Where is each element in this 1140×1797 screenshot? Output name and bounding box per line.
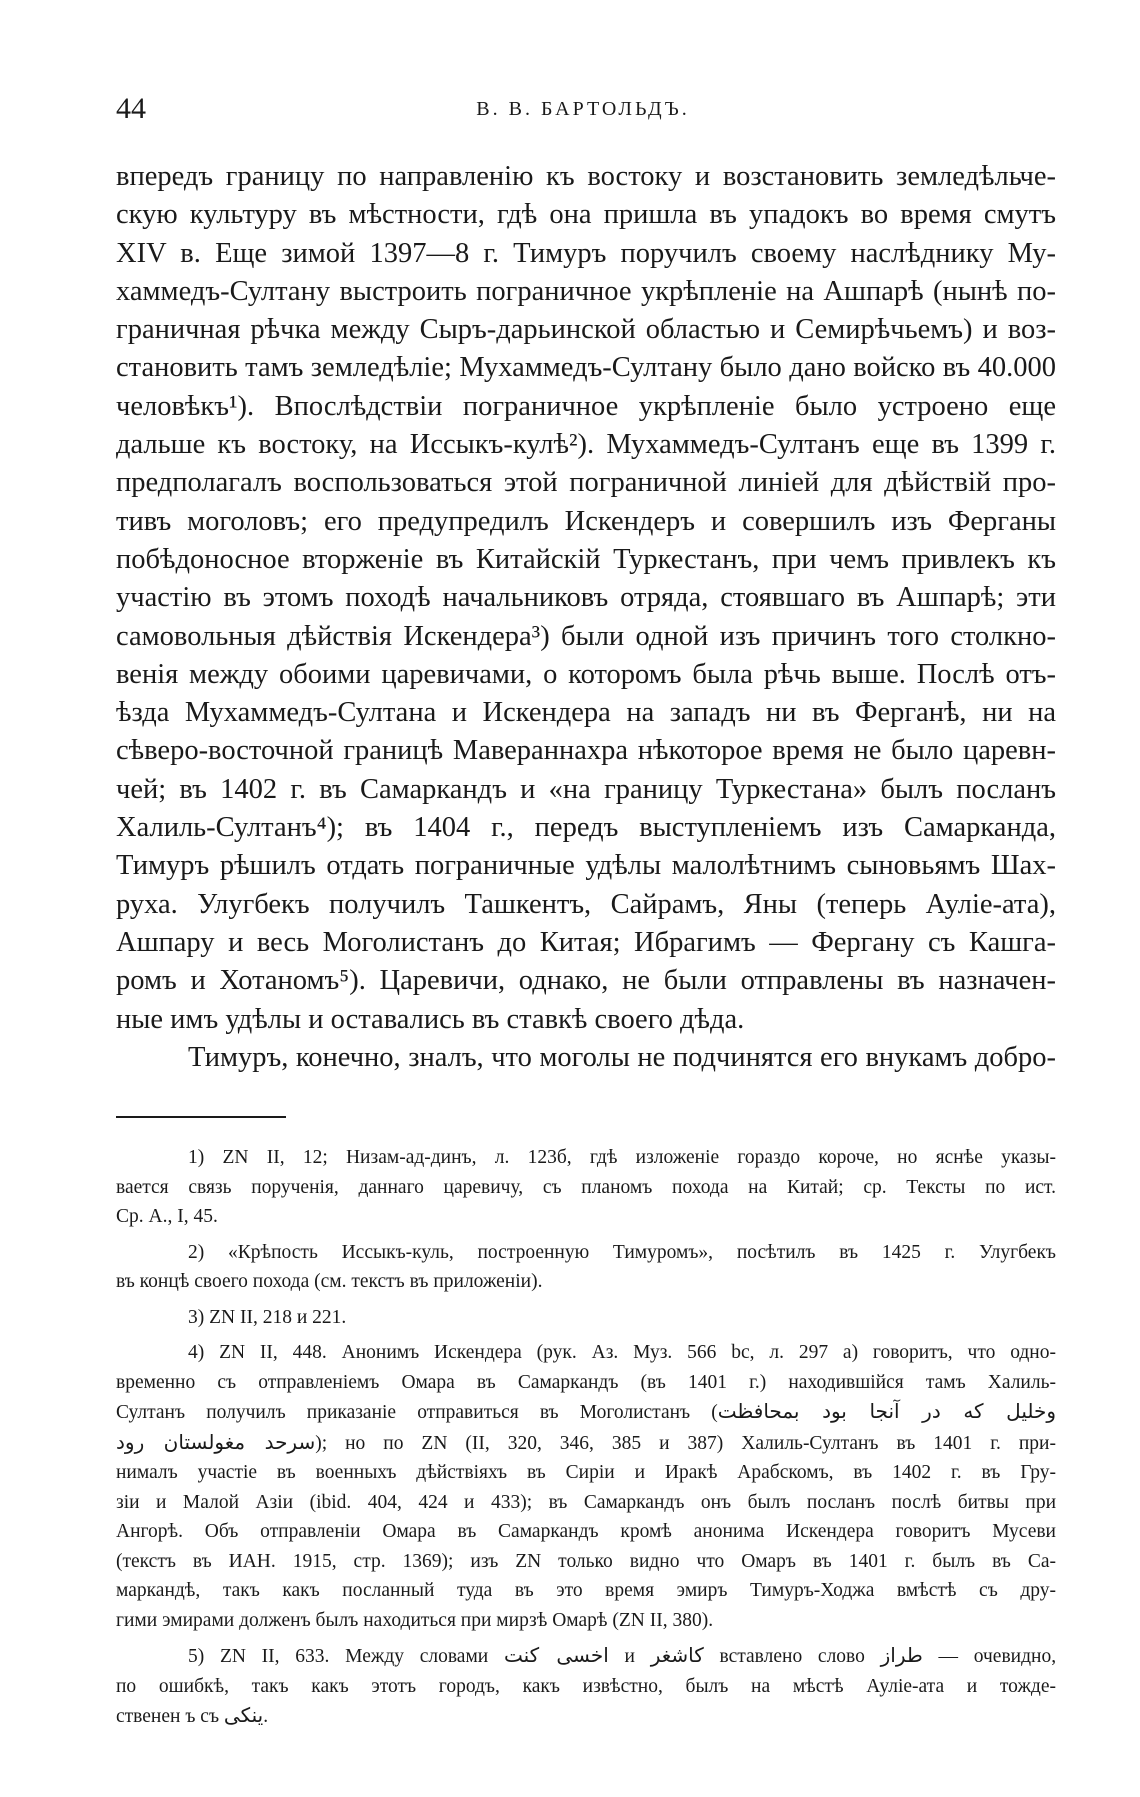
footnote-1-cont: вается связь порученія, даннаго царевичу, съ планомъ похода на Китай; ср. Тексты по ист. [116, 1176, 1056, 1198]
text-line: тивъ моголовъ; его предупредилъ Искендеръ и совершилъ изъ Ферганы [116, 505, 1056, 537]
text-line: человѣкъ¹). Впослѣдствіи пограничное укрѣпленіе было устроено еще [116, 390, 1056, 422]
footnote-3: 3) ZN II, 218 и 221. [188, 1306, 347, 1328]
text-line: сѣверо-восточной границѣ Мавераннахра нѣкоторое время не было царевн- [116, 735, 1056, 767]
arabic-word: طراز [880, 1643, 923, 1667]
text-line: чей; въ 1402 г. въ Самаркандъ и «на границу Туркестана» былъ посланъ [116, 773, 1056, 805]
text-line: ромъ и Хотаномъ⁵). Царевичи, однако, не были отправлены въ назначен- [116, 965, 1056, 997]
footnote-2: 2) «Крѣпость Иссыкъ-куль, построенную Тимуромъ», посѣтилъ въ 1425 г. Улугбекъ [188, 1241, 1056, 1263]
footnote-2-cont: въ концѣ своего похода (см. текстъ въ приложеніи). [116, 1271, 543, 1292]
footnote-4-cont: нималъ участіе въ военныхъ дѣйствіяхъ въ Сиріи и Иракѣ Арабскомъ, въ 1402 г. въ Гру- [116, 1462, 1056, 1483]
footnote-4-cont: Ангорѣ. Объ отправленіи Омара въ Самаркандъ кромѣ анонима Искендера говоритъ Мусеви [116, 1521, 1056, 1542]
text-line: венія между обоими царевичами, о которомъ была рѣчь выше. Послѣ отъ- [116, 658, 1056, 690]
footnote-4-cont: маркандѣ, такъ какъ посланный туда въ это время эмиръ Тимуръ-Ходжа вмѣстѣ съ дру- [116, 1580, 1056, 1601]
footnote-4-cont [116, 1397, 1056, 1428]
text-line: дальше къ востоку, на Иссыкъ-кулѣ²). Мухаммедъ-Султанъ еще въ 1399 г. [116, 429, 1056, 461]
footnote-5-text: и [624, 1646, 635, 1667]
footnote-4-cont: зіи и Малой Азіи (ibid. 404, 424 и 433); въ Самаркандъ онъ былъ посланъ послѣ битвы при [116, 1491, 1056, 1513]
footnote-1: 1) ZN II, 12; Низам-ад-динъ, л. 123б, гдѣ изложеніе гораздо короче, но яснѣе указы- [188, 1147, 1056, 1168]
text-line: становить тамъ земледѣліе; Мухаммедъ-Султану было дано войско въ 40.000 [116, 352, 1056, 384]
footnote-5 [116, 1641, 1056, 1672]
text-line: граничная рѣчка между Сыръ-дарьинской областью и Семирѣчьемъ) и воз- [116, 314, 1056, 346]
text-line: участію въ этомъ походѣ начальниковъ отряда, стоявшаго въ Ашпарѣ; эти [116, 582, 1056, 614]
footnote-4-text: Султанъ получилъ приказаніе отправиться въ Моголистанъ ( [116, 1402, 718, 1423]
text-line: руха. Улугбекъ получилъ Ташкентъ, Сайрамъ, Яны (теперь Ауліе-ата), [116, 888, 1056, 920]
footnote-rule [116, 1116, 286, 1118]
footnote-4-cont: (текстъ въ ИАН. 1915, стр. 1369); изъ ZN только видно что Омаръ въ 1401 г. былъ въ Са- [116, 1550, 1056, 1572]
running-title: В. В. БАРТОЛЬДЪ. [476, 98, 690, 120]
text-line: побѣдоносное вторженіе въ Китайскій Туркестанъ, при чемъ привлекъ къ [116, 543, 1056, 575]
footnote-5-text: ственен ъ съ [116, 1706, 220, 1727]
paragraph-start: Тимуръ, конечно, зналъ, что моголы не подчинятся его внукамъ добро- [188, 1041, 1056, 1073]
text-line: Тимуръ рѣшилъ отдать пограничные удѣлы малолѣтнимъ сыновьямъ Шах- [116, 850, 1056, 882]
arabic-word: ینکی [223, 1703, 264, 1727]
footnote-4: 4) ZN II, 448. Анонимъ Искендера (рук. Аз. Муз. 566 bс, л. 297 а) говоритъ, что одно- [188, 1342, 1056, 1363]
text-line: впередъ границу по направленію къ востоку и возстановить земледѣльче- [116, 161, 1056, 192]
text-line: ѣзда Мухаммедъ-Султана и Искендера на западъ ни въ Ферганѣ, ни на [116, 697, 1056, 729]
footnote-5-text: вставлено слово [719, 1646, 865, 1667]
footnote-1-cont: Ср. А., I, 45. [116, 1206, 218, 1227]
footnote-4-cont [116, 1428, 1056, 1459]
main-text [116, 158, 1056, 1077]
text-line: Ашпару и весь Моголистанъ до Китая; Ибрагимъ — Фергану съ Кашга- [116, 926, 1056, 958]
page-number: 44 [116, 92, 146, 125]
footnotes [116, 1143, 1056, 1732]
footnote-4-cont: временно съ отправленіемъ Омара въ Самаркандъ (въ 1401 г.) находившійся тамъ Халиль- [116, 1371, 1056, 1393]
footnote-5-cont [116, 1701, 1056, 1732]
arabic-word: اخسی کنت [503, 1643, 609, 1667]
footnote-4-cont: гими эмирами долженъ былъ находиться при мирзѣ Омарѣ (ZN II, 380). [116, 1609, 714, 1631]
page-header [116, 92, 1050, 132]
text-line: XIV в. Еще зимой 1397—8 г. Тимуръ поручилъ своему наслѣднику Му- [116, 237, 1056, 269]
arabic-word: کاشغر [650, 1643, 704, 1667]
arabic-quote: سرحد مغولستان رود [116, 1429, 316, 1454]
text-line: скую культуру въ мѣстности, гдѣ она пришла въ упадокъ во время смутъ [116, 199, 1056, 231]
text-line: Халиль-Султанъ⁴); въ 1404 г., передъ выступленіемъ изъ Самарканда, [116, 812, 1056, 844]
footnote-5-text: 5) ZN II, 633. Между словами [188, 1646, 489, 1667]
footnote-5-text: — очевидно, [938, 1646, 1057, 1667]
footnote-5-cont: по ошибкѣ, такъ какъ этотъ городъ, какъ извѣстно, былъ на мѣстѣ Ауліе-ата и тожде- [116, 1675, 1056, 1697]
text-line: хаммедъ-Султану выстроить пограничное укрѣпленіе на Ашпарѣ (нынѣ по- [116, 275, 1056, 307]
text-line: ные имъ удѣлы и оставались въ ставкѣ своего дѣда. [116, 1003, 745, 1035]
text-line: предполагалъ воспользоваться этой пограничной линіей для дѣйствій про- [116, 467, 1056, 499]
text-line: самовольныя дѣйствія Искендера³) были одной изъ причинъ того столкно- [116, 620, 1056, 652]
arabic-quote: وخلیل که در آنجا بود بمحافظت [717, 1399, 1056, 1423]
footnote-4-text: ); но по ZN (II, 320, 346, 385 и 387) Халиль-Султанъ въ 1401 г. при- [315, 1432, 1056, 1454]
footnote-5-text: . [263, 1706, 269, 1727]
